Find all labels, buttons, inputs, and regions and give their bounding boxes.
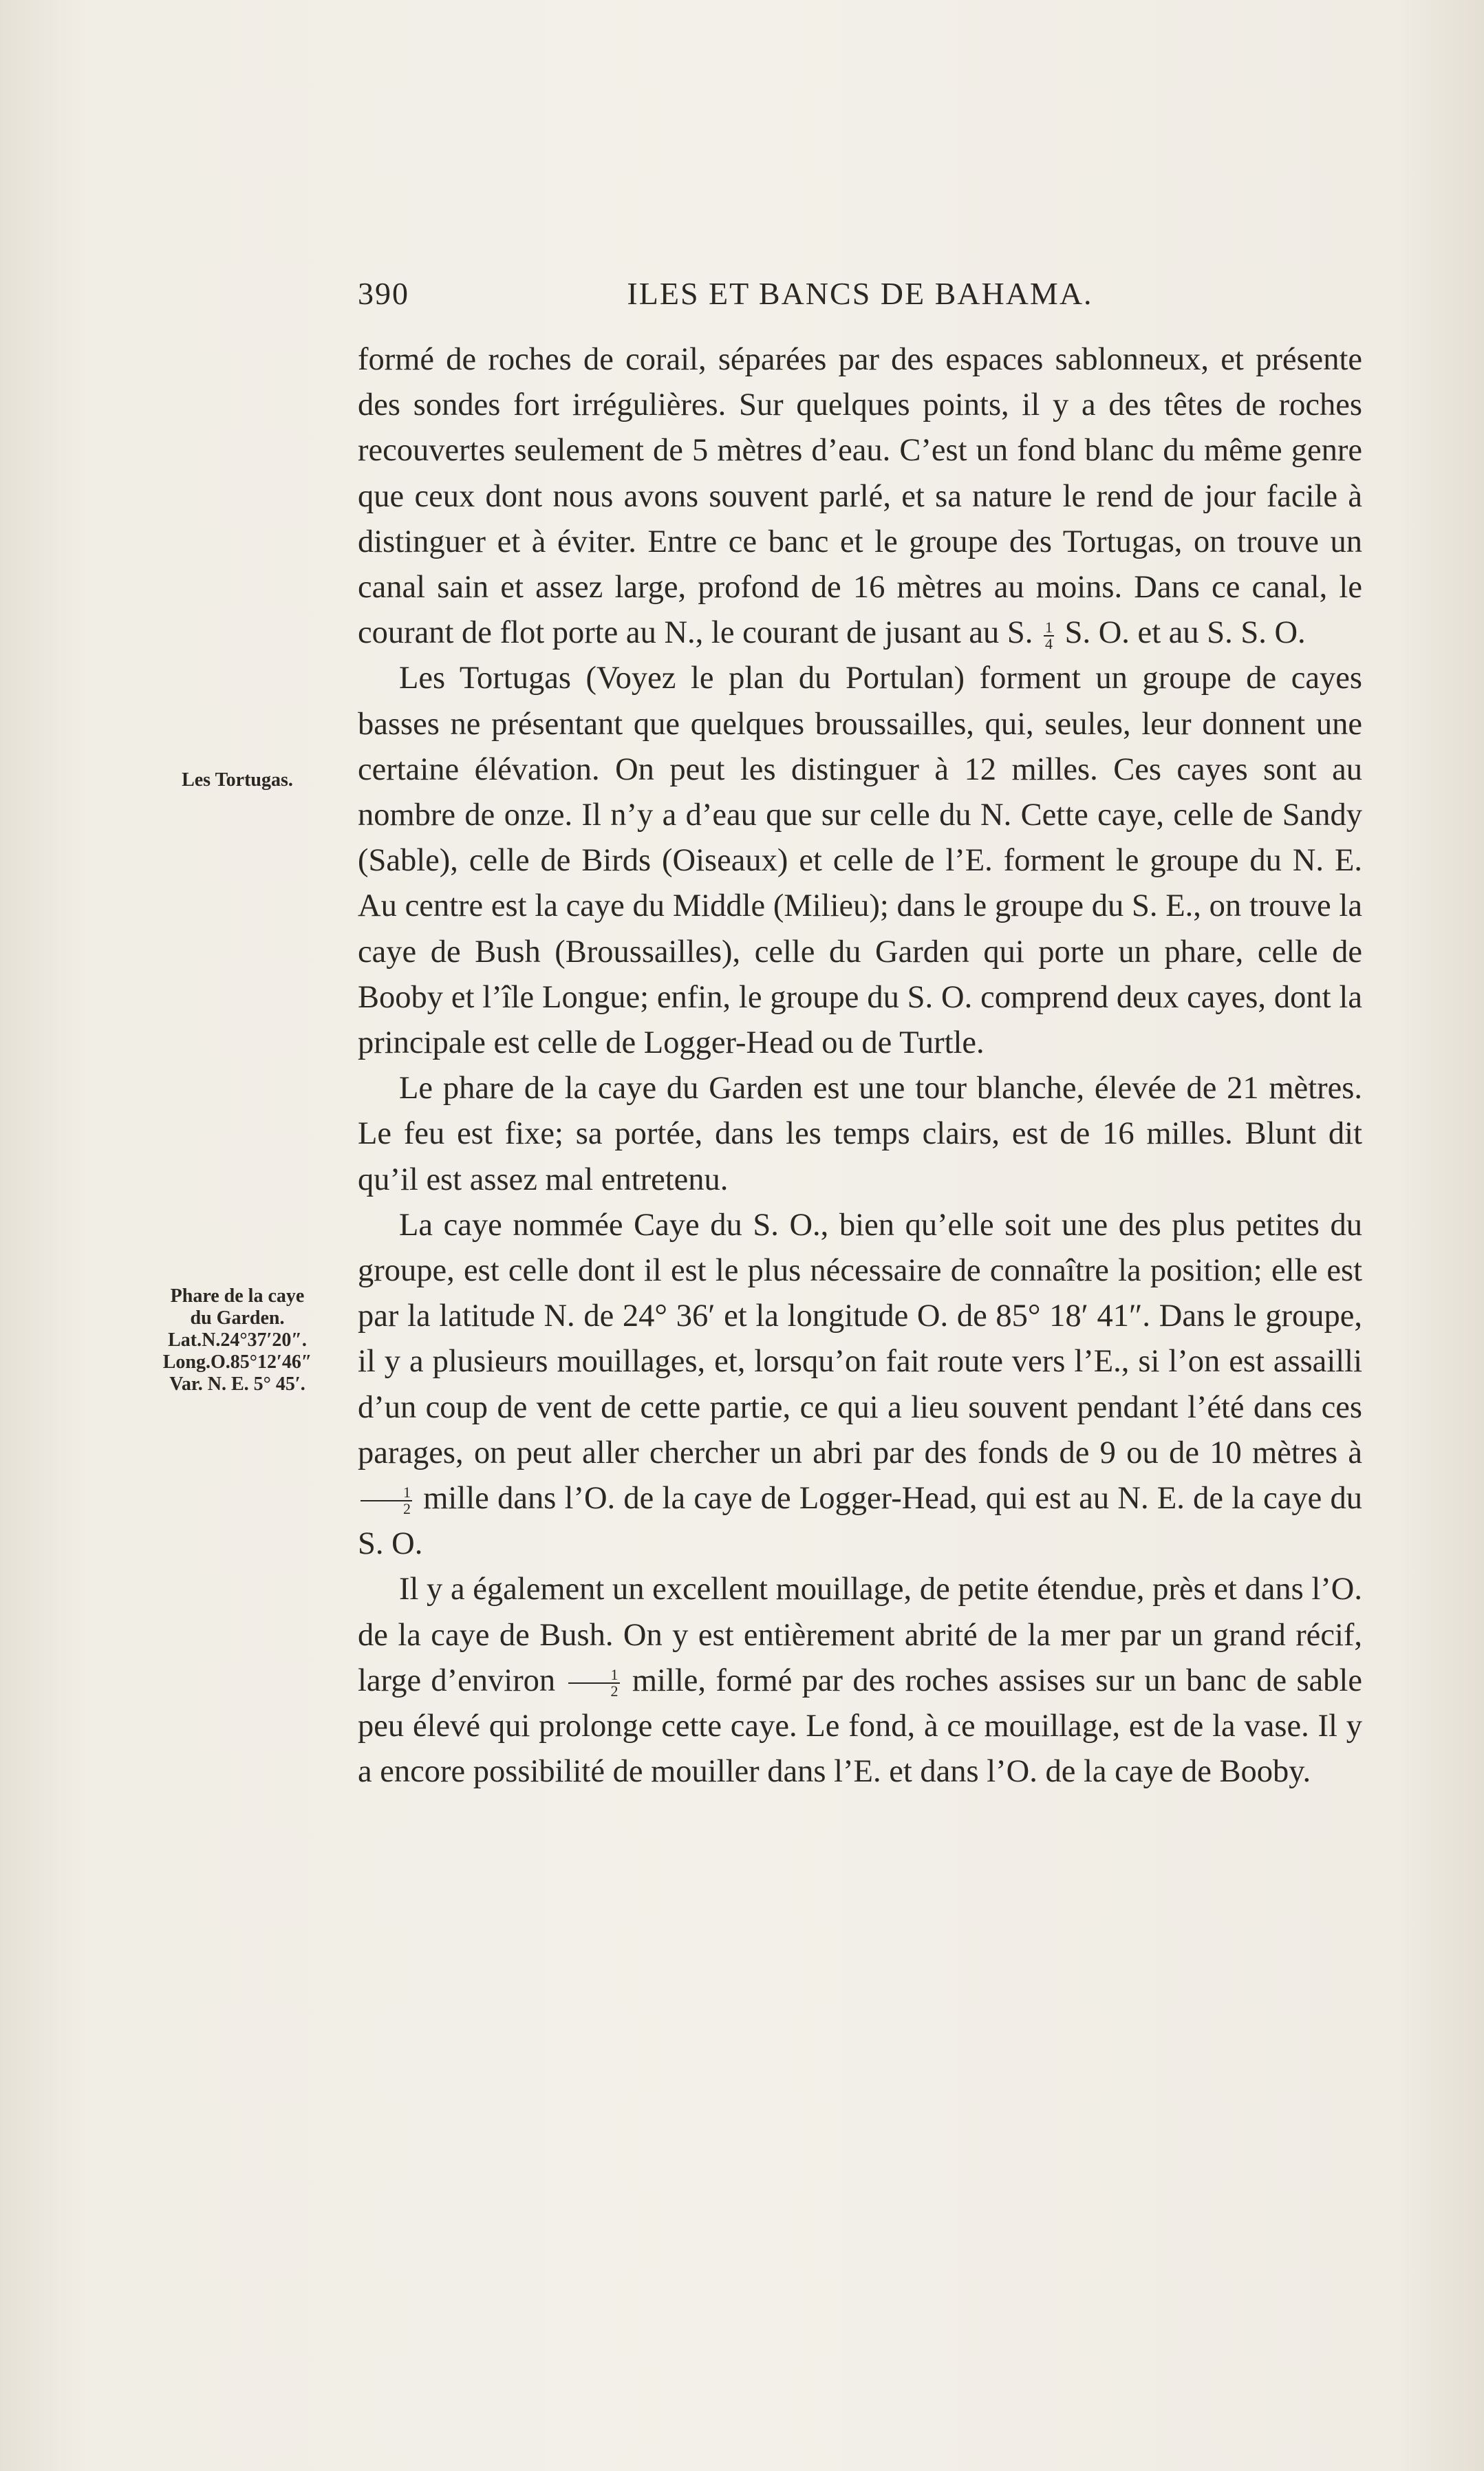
fraction-denominator: 2 [610, 1682, 619, 1700]
running-title: ILES ET BANCS DE BAHAMA. [627, 276, 1093, 311]
paragraph-4-part-b: mille dans l’O. de la caye de Logger-Head, qui est au N. E. de la caye du S. O. [358, 1481, 1362, 1562]
fraction-numerator: 1 [568, 1667, 620, 1684]
margin-note-phare [138, 1285, 337, 1395]
paragraph-1 [358, 337, 1362, 656]
fraction-numerator: 1 [361, 1485, 412, 1501]
fraction-half [568, 1667, 620, 1699]
fraction-denominator: 4 [1044, 634, 1053, 652]
margin-note-phare-line2: du Garden. [190, 1307, 285, 1329]
paragraph-5-part-b: mille, formé par des roches assises sur un banc de sable peu élevé qui prolonge cette caye. Le fond, à ce mouillage, est de la vase. Il y a encore possibilité de mouiller dans l’E. et dans l’O. de la caye de Booby. [358, 1662, 1362, 1790]
running-header [358, 275, 1362, 323]
paragraph-3: Le phare de la caye du Garden est une tour blanche, élevée de 21 mètres. Le feu est fixe; sa portée, dans les temps clairs, est de 16 milles. Blunt dit qu’il est assez mal entretenu. [358, 1071, 1362, 1197]
paragraph-1-part-a: formé de roches de corail, séparées par des espaces sablonneux, et présente des sondes fort irrégulières. Sur quelques points, il y a des têtes de roches recouvertes seulement de 5 mètres d’eau. C’est un fond blanc du même genre que ceux dont nous avons souvent parlé, et sa nature le rend de jour facile à distinguer et à éviter. Entre ce banc et le groupe des Tortugas, on trouve un canal sain et assez large, profond de 16 mètres au moins. Dans ce canal, le courant de flot porte au N., le courant de jusant au S. [358, 342, 1362, 651]
paragraph-2: Les Tortugas (Voyez le plan du Portulan) forment un groupe de cayes basses ne présentant que quelques broussailles, qui, seules, leur donnent une certaine élévation. On peut les distinguer à 12 milles. Ces cayes sont au nombre de onze. Il n’y a d’eau que sur celle du N. Cette caye, celle de Sandy (Sable), celle de Birds (Oiseaux) et celle de l’E. forment le groupe du N. E. Au centre est la caye du Middle (Milieu); dans le groupe du S. E., on trouve la caye de Bush (Broussailles), celle du Garden qui porte un phare, celle de Booby et l’île Longue; enfin, le groupe du S. O. comprend deux cayes, dont la principale est celle de Logger-Head ou de Turtle. [358, 661, 1362, 1061]
body-text [358, 337, 1362, 1795]
margin-note-phare-long: Long.O.85°12′46″ [162, 1351, 312, 1373]
margin-note-phare-line1: Phare de la caye [170, 1285, 305, 1307]
margin-note-phare-lat: Lat.N.24°37′20″. [168, 1329, 307, 1351]
paragraph-5 [358, 1567, 1362, 1795]
fraction-quarter [1044, 620, 1054, 652]
fraction-half [361, 1485, 412, 1517]
fraction-denominator: 2 [403, 1500, 411, 1518]
paragraph-4 [358, 1203, 1362, 1568]
paragraph-4-part-a: La caye nommée Caye du S. O., bien qu’elle soit une des plus petites du groupe, est celle dont il est le plus nécessaire de connaître la position; elle est par la latitude N. de 24° 36′ et la longitude O. de 85° 18′ 41″. Dans le groupe, il y a plusieurs mouillages, et, lorsqu’on fait route vers l’E., si l’on est assailli d’un coup de vent de cette partie, ce qui a lieu souvent pendant l’été dans ces parages, on peut aller chercher un abri par des fonds de 9 ou de 10 mètres à [358, 1207, 1362, 1470]
paragraph-5-part-a: Il y a également un excellent mouillage, de petite étendue, près et dans l’O. de la caye de Bush. On y est entièrement abrité de la mer par un grand récif, large d’environ [358, 1572, 1362, 1698]
margin-note-tortugas: Les Tortugas. [182, 769, 293, 791]
page-number: 390 [358, 276, 409, 311]
fraction-numerator: 1 [1044, 618, 1053, 636]
margin-note-phare-var: Var. N. E. 5° 45′. [169, 1373, 305, 1395]
paragraph-1-part-b: S. O. et au S. S. O. [1064, 615, 1306, 651]
